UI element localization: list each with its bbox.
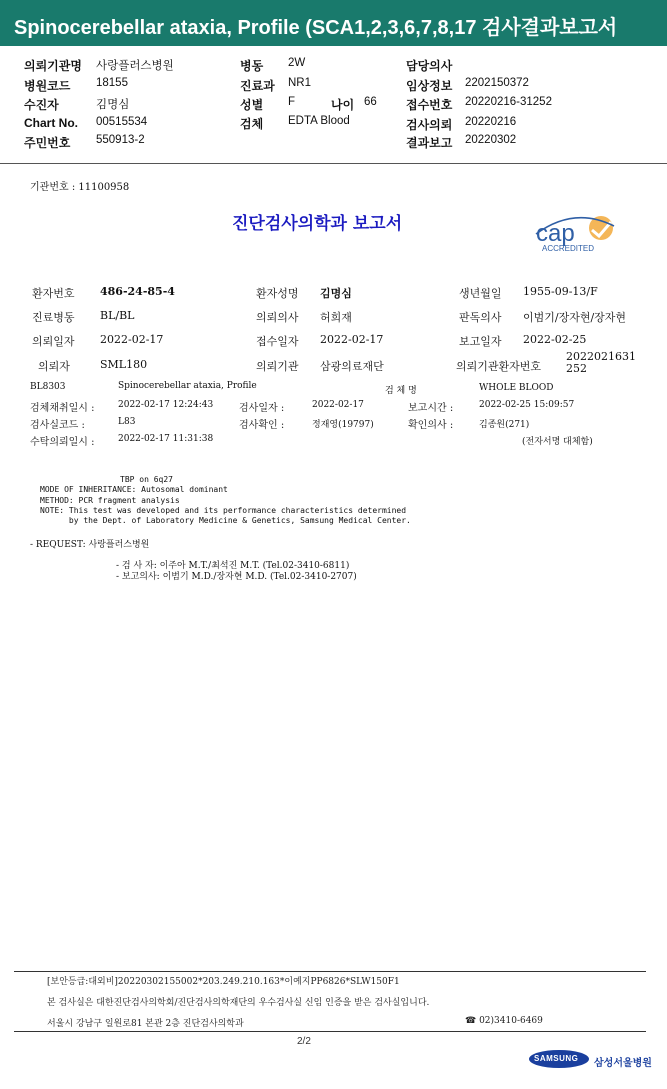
test-value: L83 bbox=[118, 417, 136, 427]
patient-value: 이범기/장자현/장자현 bbox=[523, 311, 627, 324]
header-label: 결과보고 bbox=[406, 136, 453, 150]
header-value: 2202150372 bbox=[465, 77, 529, 89]
header-label: 병동 bbox=[240, 59, 264, 73]
header-label: 접수번호 bbox=[406, 98, 453, 112]
patient-label: 의뢰자 bbox=[38, 360, 70, 373]
staff-line: - 보고의사: 이범기 M.D./장자현 M.D. (Tel.02-3410-2707) bbox=[116, 572, 357, 582]
header-value: 20220216 bbox=[465, 116, 517, 128]
patient-label: 판독의사 bbox=[459, 311, 502, 324]
patient-value: 삼광의료재단 bbox=[320, 360, 384, 373]
specimen-value: WHOLE BLOOD bbox=[479, 383, 554, 393]
header-label: 수진자 bbox=[24, 98, 59, 112]
patient-value: BL/BL bbox=[100, 309, 135, 322]
samsung-logo bbox=[528, 1049, 590, 1069]
test-label: 검사실코드 : bbox=[30, 420, 85, 431]
test-label: 검체채취일시 : bbox=[30, 403, 95, 414]
hospital-name: 삼성서울병원 bbox=[594, 1058, 652, 1069]
result-line: MODE OF INHERITANCE: Autosomal dominant bbox=[40, 485, 228, 494]
header-value: 550913-2 bbox=[96, 134, 145, 146]
result-line: METHOD: PCR fragment analysis bbox=[40, 496, 180, 505]
header-label: 주민번호 bbox=[24, 136, 71, 150]
test-label: 수탁의뢰일시 : bbox=[30, 437, 95, 448]
footer-bottom-divider bbox=[14, 1031, 646, 1032]
certification-line: 본 검사실은 대한진단검사의학회/진단검사의학재단의 우수검사실 신임 인증을 받은 검사실입니다. bbox=[47, 998, 430, 1008]
patient-label: 의뢰기관 bbox=[256, 360, 299, 373]
report-title: 진단검사의학과 보고서 bbox=[232, 214, 403, 234]
patient-value: 2022-02-25 bbox=[523, 333, 587, 346]
header-value: 2W bbox=[288, 57, 306, 69]
patient-label: 진료병동 bbox=[32, 311, 75, 324]
header-label: 검체 bbox=[240, 117, 264, 131]
header-value: 00515534 bbox=[96, 116, 148, 128]
phone-line: ☎ 02)3410-6469 bbox=[465, 1016, 543, 1026]
header-value: NR1 bbox=[288, 77, 312, 89]
header-divider bbox=[0, 163, 667, 164]
patient-label: 접수일자 bbox=[256, 335, 299, 348]
result-line: TBP on 6q27 bbox=[120, 475, 173, 484]
patient-label: 환자성명 bbox=[256, 287, 299, 300]
header-value: 18155 bbox=[96, 77, 128, 89]
e-signature-note: (전자서명 대체함) bbox=[522, 437, 593, 447]
test-value: 2022-02-25 15:09:57 bbox=[479, 400, 575, 410]
patient-value: 2022-02-17 bbox=[100, 333, 164, 346]
header-value: 20220216-31252 bbox=[465, 96, 552, 108]
patient-value: 2022-02-17 bbox=[320, 333, 384, 346]
header-label: 성별 bbox=[240, 98, 264, 112]
patient-value: 2022021631252 bbox=[566, 350, 636, 375]
patient-label: 보고일자 bbox=[459, 335, 502, 348]
patient-value: 1955-09-13/F bbox=[523, 285, 598, 298]
test-label: 확인의사 : bbox=[408, 420, 454, 431]
patient-label: 의뢰일자 bbox=[32, 335, 75, 348]
report-banner bbox=[0, 0, 667, 46]
header-label: 검사의뢰 bbox=[406, 118, 453, 132]
report-banner-title: Spinocerebellar ataxia, Profile (SCA1,2,3,6,7,8,17 검사결과보고서 bbox=[14, 17, 618, 39]
cap-accredited-logo bbox=[534, 212, 620, 256]
test-label: 검사확인 : bbox=[239, 420, 285, 431]
test-name: Spinocerebellar ataxia, Profile bbox=[118, 381, 257, 391]
test-value: 김종원(271) bbox=[479, 420, 530, 430]
page-number: 2/2 bbox=[297, 1036, 311, 1047]
test-value: 정재영(19797) bbox=[312, 420, 374, 430]
header-label: 담당의사 bbox=[406, 59, 453, 73]
patient-label: 의뢰기관환자번호 bbox=[456, 360, 542, 373]
footer-divider bbox=[14, 971, 646, 972]
header-value: EDTA Blood bbox=[288, 115, 350, 127]
security-line: [보안등급:대외비]20220302155002*203.249.210.163*이예지PP6826*SLW150F1 bbox=[47, 977, 400, 987]
cap-logo-word: cap bbox=[536, 220, 575, 247]
patient-label: 생년월일 bbox=[459, 287, 502, 300]
specimen-label: 검 체 명 bbox=[385, 386, 417, 396]
patient-value: 허희재 bbox=[320, 311, 352, 324]
patient-value: 김명심 bbox=[320, 287, 352, 300]
institution-number: 기관번호 : 11100958 bbox=[30, 182, 130, 193]
address-line: 서울시 강남구 일원로81 본관 2층 진단검사의학과 bbox=[47, 1019, 244, 1029]
header-label: 진료과 bbox=[240, 79, 275, 93]
header-label: Chart No. bbox=[24, 116, 78, 130]
header-label: 임상정보 bbox=[406, 79, 453, 93]
test-code: BL8303 bbox=[30, 382, 66, 392]
test-value: 2022-02-17 12:24:43 bbox=[118, 400, 214, 410]
test-value: 2022-02-17 bbox=[312, 400, 364, 410]
result-line: by the Dept. of Laboratory Medicine & Genetics, Samsung Medical Center. bbox=[40, 516, 411, 525]
staff-line: - 검 사 자: 이주아 M.T./최석진 M.T. (Tel.02-3410-6811) bbox=[116, 561, 350, 571]
result-line: NOTE: This test was developed and its performance characteristics determined bbox=[40, 506, 407, 515]
cap-logo-sub: ACCREDITED bbox=[542, 244, 595, 253]
patient-label: 의뢰의사 bbox=[256, 311, 299, 324]
patient-value: SML180 bbox=[100, 358, 148, 371]
test-label: 보고시간 : bbox=[408, 403, 454, 414]
patient-value: 486-24-85-4 bbox=[100, 285, 175, 298]
header-value: 66 bbox=[364, 96, 377, 108]
header-value: 20220302 bbox=[465, 134, 517, 146]
test-value: 2022-02-17 11:31:38 bbox=[118, 434, 214, 444]
header-label: 병원코드 bbox=[24, 79, 71, 93]
request-line: - REQUEST: 사랑플러스병원 bbox=[30, 540, 150, 550]
test-label: 검사일자 : bbox=[239, 403, 285, 414]
header-value: F bbox=[288, 96, 296, 108]
header-label: 나이 bbox=[331, 98, 355, 112]
patient-label: 환자번호 bbox=[32, 287, 75, 300]
header-value: 김명심 bbox=[96, 99, 130, 111]
header-value: 사랑플러스병원 bbox=[96, 60, 174, 72]
header-label: 의뢰기관명 bbox=[24, 59, 82, 73]
samsung-logo-text: SAMSUNG bbox=[534, 1054, 579, 1063]
